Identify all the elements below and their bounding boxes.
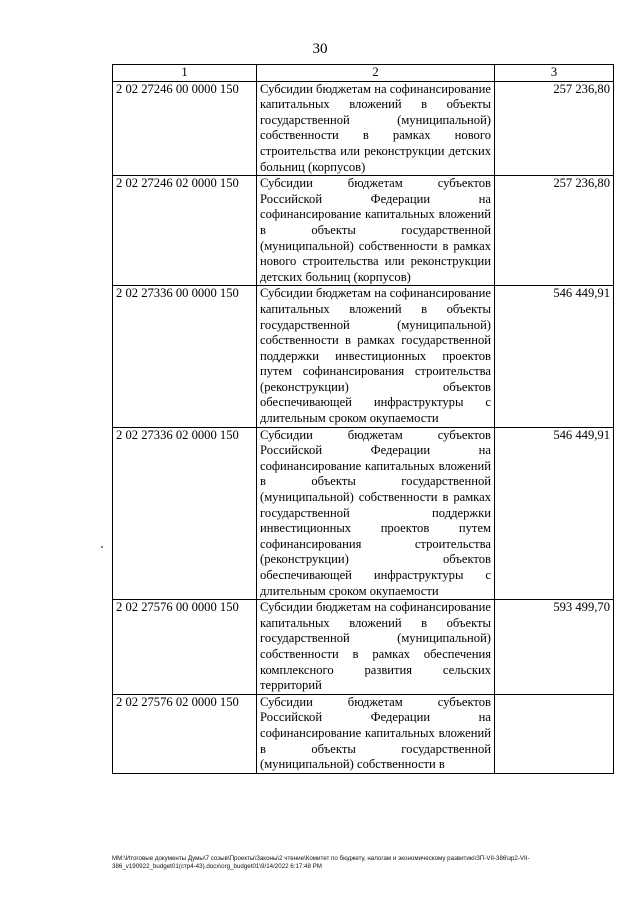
budget-code: 2 02 27336 00 0000 150 [113, 286, 257, 427]
revenue-description [257, 694, 495, 773]
table-row [113, 600, 614, 695]
budget-code: 2 02 27576 00 0000 150 [113, 600, 257, 695]
description-line: вложений в объекты государственной [260, 458, 491, 489]
footer-line-1: ММ:\Итоговые документы Думы\7 созыв\Проекты\Законы\2 чтение\Комитет по бюджету, налогам и экономическому развитию\ЗП-VII-386\зр2-VII- [112, 855, 530, 862]
description-line: (муниципальной) собственности в [260, 490, 449, 505]
description-line: вложений в объекты государственной [260, 301, 491, 332]
description-line: Российской Федерации на [260, 443, 491, 458]
revenue-description [257, 286, 495, 427]
table-row [113, 81, 614, 176]
budget-code: 2 02 27336 02 0000 150 [113, 427, 257, 600]
description-line: Субсидии бюджетам субъектов [260, 694, 491, 709]
description-line: софинансирование капитальных [260, 725, 435, 740]
description-line: софинансирования строительства [260, 536, 491, 551]
description-line: длительным сроком окупаемости [260, 583, 439, 598]
description-line: Субсидии бюджетам субъектов [260, 176, 491, 191]
description-line: рамках государственной поддержки [260, 490, 491, 520]
description-line: Субсидии бюджетам на [260, 600, 387, 615]
amount-value: 546 449,91 [495, 286, 614, 427]
table-header-row [113, 65, 614, 82]
description-line: софинансирование капитальных [260, 600, 491, 630]
description-line: рамках нового строительства или [260, 238, 491, 269]
document-path-footer [112, 855, 617, 871]
description-line: инвестиционных проектов путем [260, 348, 491, 379]
description-line: Субсидии бюджетам субъектов [260, 427, 491, 442]
description-line: (муниципальной) собственности в [260, 631, 491, 661]
footer-line-2: 386_v190922_budget01(стр4-43).docx\org_budget01\9/14/2022 6:17:48 PM [112, 863, 322, 870]
description-line: Субсидии бюджетам на [260, 286, 387, 301]
revenue-description [257, 176, 495, 286]
scan-speck [101, 546, 103, 548]
column-header-3: 3 [495, 65, 614, 82]
page-number: 30 [312, 41, 328, 57]
description-line: софинансирования строительства [302, 364, 491, 379]
table-row [113, 176, 614, 286]
description-line: рамках нового строительства или [260, 128, 491, 158]
amount-value: 257 236,80 [495, 81, 614, 176]
description-line: Российской Федерации на [260, 191, 491, 206]
description-line: софинансирование капитальных [260, 207, 435, 222]
description-line: софинансирование капитальных [260, 286, 491, 316]
description-line: (муниципальной) собственности в [260, 317, 491, 348]
description-line: (корпусов) [353, 269, 411, 284]
description-line: рамках государственной поддержки [260, 333, 491, 363]
description-line: обеспечивающей инфраструктуры с [260, 395, 491, 410]
description-line: инвестиционных проектов путем [260, 521, 491, 536]
revenue-description [257, 600, 495, 695]
column-header-1: 1 [113, 65, 257, 82]
description-line: Субсидии бюджетам на [260, 81, 387, 96]
description-line: (корпусов) [307, 159, 366, 174]
budget-code: 2 02 27246 02 0000 150 [113, 176, 257, 286]
amount-value: 593 499,70 [495, 600, 614, 695]
description-line: вложений в объекты государственной [260, 725, 491, 756]
description-line: софинансирование капитальных [260, 81, 491, 112]
description-line: вложений в объекты государственной [260, 615, 491, 646]
column-header-2: 2 [257, 65, 495, 82]
description-line: обеспечивающей инфраструктуры с [260, 568, 491, 582]
description-line: вложений в объекты государственной [260, 207, 491, 237]
table-row [113, 694, 614, 773]
budget-code: 2 02 27576 02 0000 150 [113, 694, 257, 773]
amount-value [495, 694, 614, 773]
description-line: (реконструкции) объектов [260, 379, 491, 394]
revenue-description [257, 81, 495, 176]
description-line: софинансирование капитальных [260, 458, 435, 473]
description-line: вложений в объекты государственной [260, 97, 491, 127]
revenue-description [257, 427, 495, 600]
description-line: реконструкции детских больниц [260, 254, 491, 284]
table-row [113, 427, 614, 600]
description-line: (муниципальной) собственности в [260, 112, 491, 143]
amount-value: 546 449,91 [495, 427, 614, 600]
description-line: реконструкции детских больниц [260, 143, 492, 174]
amount-value: 257 236,80 [495, 176, 614, 286]
description-line: длительным сроком окупаемости [260, 411, 439, 426]
budget-code: 2 02 27246 00 0000 150 [113, 81, 257, 176]
description-line: Российской Федерации на [260, 710, 491, 725]
description-line: (муниципальной) собственности в [260, 238, 449, 253]
budget-table [112, 64, 614, 774]
description-line: развития сельских территорий [260, 662, 491, 693]
description-line: (муниципальной) собственности в [260, 757, 445, 772]
description-line: рамках обеспечения комплексного [260, 646, 492, 677]
description-line: (реконструкции) объектов [260, 552, 491, 567]
table-row [113, 286, 614, 427]
